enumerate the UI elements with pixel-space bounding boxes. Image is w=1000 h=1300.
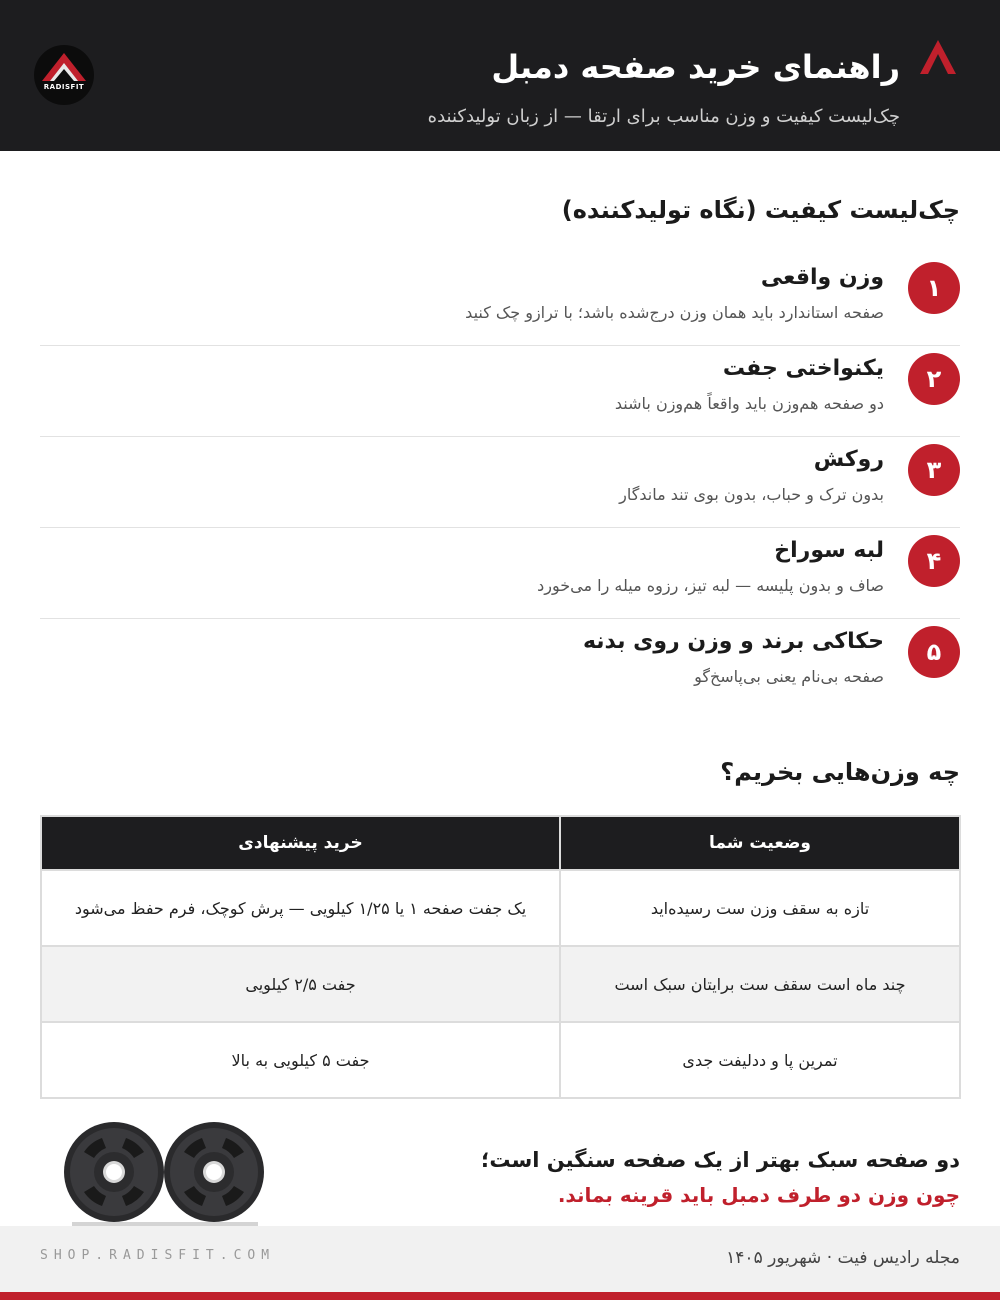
weights-heading: چه وزن‌هایی بخریم؟ — [720, 758, 960, 786]
table-header-row — [41, 816, 960, 870]
page-subtitle: چک‌لیست کیفیت و وزن مناسب برای ارتقا — از زبان تولیدکننده — [427, 106, 900, 127]
checklist-item-title: حکاکی برند و وزن روی بدنه — [582, 629, 884, 654]
table-cell-situation: تازه به سقف وزن ست رسیده‌اید — [560, 870, 960, 946]
issue-label: مجله رادیس فیت · شهریور ۱۴۰۵ — [726, 1248, 960, 1268]
step-number-badge: ۲ — [908, 353, 960, 405]
brand-badge-text: RADISFIT — [43, 83, 85, 91]
checklist-item-desc: صفحه استاندارد باید همان وزن درج‌شده باشد؛ با ترازو چک کنید — [465, 303, 884, 322]
weights-table — [40, 815, 961, 1099]
step-number-badge: ۴ — [908, 535, 960, 587]
table-cell-situation: تمرین پا و ددلیفت جدی — [560, 1022, 960, 1098]
page-header — [0, 0, 1000, 151]
step-number-badge: ۳ — [908, 444, 960, 496]
brand-mountain-icon — [34, 45, 94, 105]
checklist-item — [40, 528, 960, 619]
table-cell-situation: چند ماه است سقف ست برایتان سبک است — [560, 946, 960, 1022]
table-cell-recommendation: جفت ۵ کیلویی به بالا — [41, 1022, 560, 1098]
table-row — [41, 870, 960, 946]
checklist-item-title: وزن واقعی — [760, 265, 884, 290]
step-number-badge: ۱ — [908, 262, 960, 314]
checklist-item-title: لبه سوراخ — [774, 538, 884, 563]
table-row — [41, 1022, 960, 1098]
checklist-item — [40, 437, 960, 528]
page-title: راهنمای خرید صفحه دمبل — [491, 48, 900, 86]
checklist-item-desc: صفحه بی‌نام یعنی بی‌پاسخ‌گو — [694, 667, 884, 686]
checklist-heading: چک‌لیست کیفیت (نگاه تولیدکننده) — [561, 196, 960, 224]
checklist-item-title: روکش — [813, 447, 884, 472]
checklist-item-desc: بدون ترک و حباب، بدون بوی تند ماندگار — [619, 485, 884, 504]
checklist-item — [40, 619, 960, 709]
callout-answer: چون وزن دو طرف دمبل باید قرینه بماند. — [557, 1183, 960, 1207]
table-cell-recommendation: جفت ۲/۵ کیلویی — [41, 946, 560, 1022]
column-header-situation: وضعیت شما — [560, 816, 960, 870]
bottom-accent-bar — [0, 1292, 1000, 1300]
callout-question: دو صفحه سبک بهتر از یک صفحه سنگین است؛ — [480, 1148, 960, 1172]
step-number-badge: ۵ — [908, 626, 960, 678]
checklist-item-title: یکنواختی جفت — [722, 356, 884, 381]
column-header-recommendation: خرید پیشنهادی — [41, 816, 560, 870]
page-footer — [0, 1226, 1000, 1292]
checklist-item — [40, 255, 960, 346]
checklist-item — [40, 346, 960, 437]
brand-logo[interactable] — [34, 45, 94, 105]
table-cell-recommendation: یک جفت صفحه ۱ یا ۱/۲۵ کیلویی — پرش کوچک، فرم حفظ می‌شود — [41, 870, 560, 946]
checklist-item-desc: صاف و بدون پلیسه — لبه تیز، رزوه میله را می‌خورد — [537, 576, 884, 595]
table-row — [41, 946, 960, 1022]
red-chevron-logo-icon — [920, 40, 956, 74]
checklist-item-desc: دو صفحه هم‌وزن باید واقعاً هم‌وزن باشند — [614, 394, 884, 413]
shop-link[interactable]: SHOP.RADISFIT.COM — [40, 1248, 276, 1263]
quality-checklist — [40, 255, 960, 709]
weight-plates-icon — [62, 1118, 270, 1232]
